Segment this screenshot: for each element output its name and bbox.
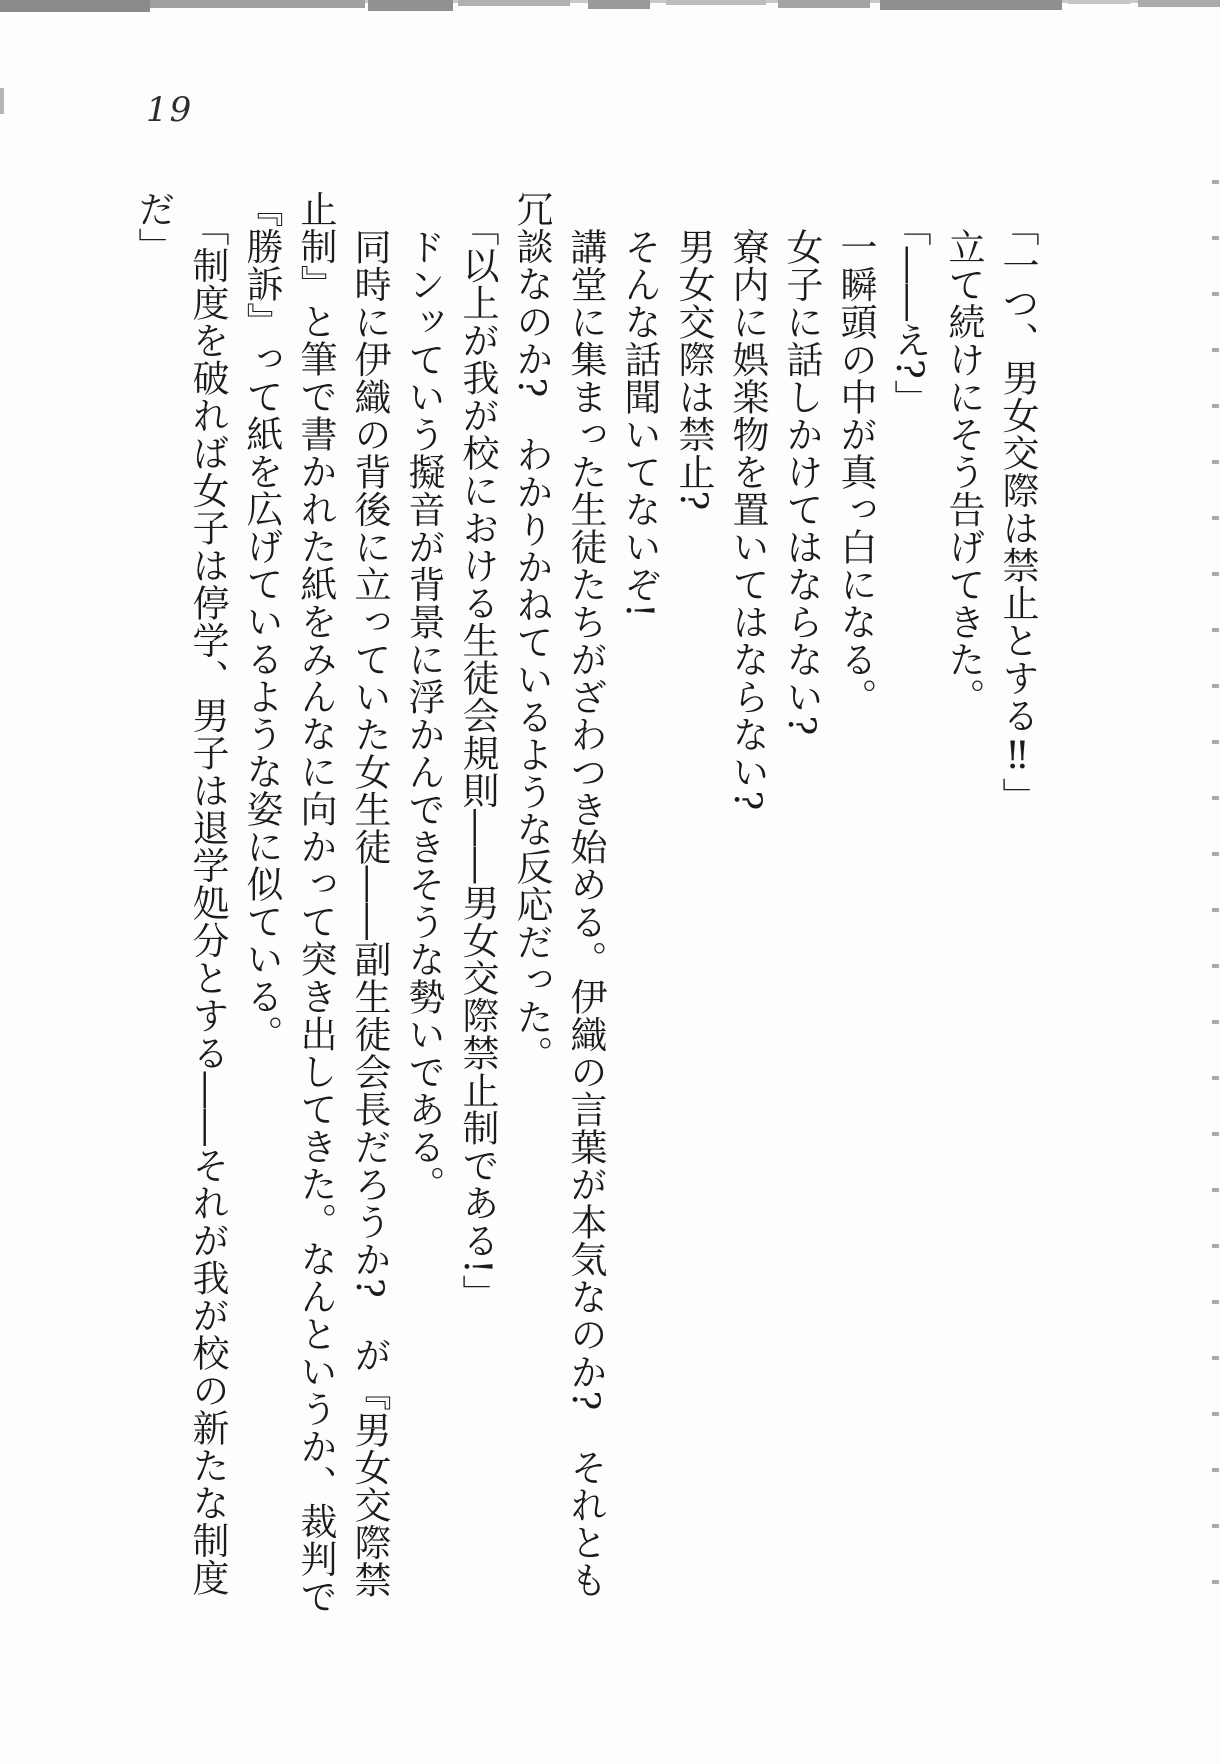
text-line: 同時に伊織の背後に立っていた女生徒――副生徒会長だろうか? が『男女交際禁: [348, 228, 391, 1599]
torn-edge-segment: [588, 0, 650, 9]
text-line: 「以上が我が校における生徒会規則――男女交際禁止制である!」: [456, 209, 499, 1312]
text-line: そんな話聞いてないぞ!: [618, 228, 661, 619]
text-line: 止制』と筆で書かれた紙をみんなに向かって突き出してきた。なんというか、裁判で: [294, 190, 337, 1615]
vertical-text-block: [126, 190, 1044, 1614]
torn-edge-segment: [880, 0, 1062, 10]
text-line: 「一つ、男女交際は禁止とする‼」: [996, 209, 1039, 815]
text-line: ドンッていう擬音が背景に浮かんできそうな勢いである。: [402, 228, 445, 1203]
page-top-torn-edge-artifact: [0, 0, 1220, 16]
text-line: 立て続けにそう告げてきた。: [942, 228, 985, 716]
torn-edge-segment: [1068, 0, 1130, 4]
torn-edge-segment: [778, 0, 870, 8]
torn-edge-segment: [0, 0, 150, 12]
text-line: 冗談なのか? わかりかねているような反応だった。: [510, 190, 553, 1073]
page-number: 19: [146, 90, 194, 130]
text-line: 女子に話しかけてはならない?: [780, 228, 823, 736]
text-line: 『勝訴』って紙を広げているような姿に似ている。: [240, 190, 283, 1053]
text-line: 寮内に娯楽物を置いてはならない?: [726, 228, 769, 811]
torn-edge-segment: [150, 0, 365, 8]
torn-edge-segment: [666, 0, 766, 5]
torn-edge-segment: [1138, 0, 1220, 7]
text-line: 講堂に集まった生徒たちがざわつき始める。伊織の言葉が本気なのか? それとも: [564, 228, 607, 1599]
torn-edge-segment: [458, 0, 570, 6]
text-line: 「――え?」: [888, 209, 931, 417]
text-line: 「制度を破れば女子は停学、男子は退学処分とする――それが我が校の新たな制度: [186, 209, 229, 1597]
right-edge-specks-artifact: [1212, 128, 1219, 1610]
text-line: 一瞬頭の中が真っ白になる。: [834, 228, 877, 716]
text-line: だ」: [132, 190, 175, 265]
left-edge-speck-artifact: [0, 88, 4, 114]
torn-edge-segment: [368, 0, 453, 11]
text-line: 男女交際は禁止?: [672, 228, 715, 511]
